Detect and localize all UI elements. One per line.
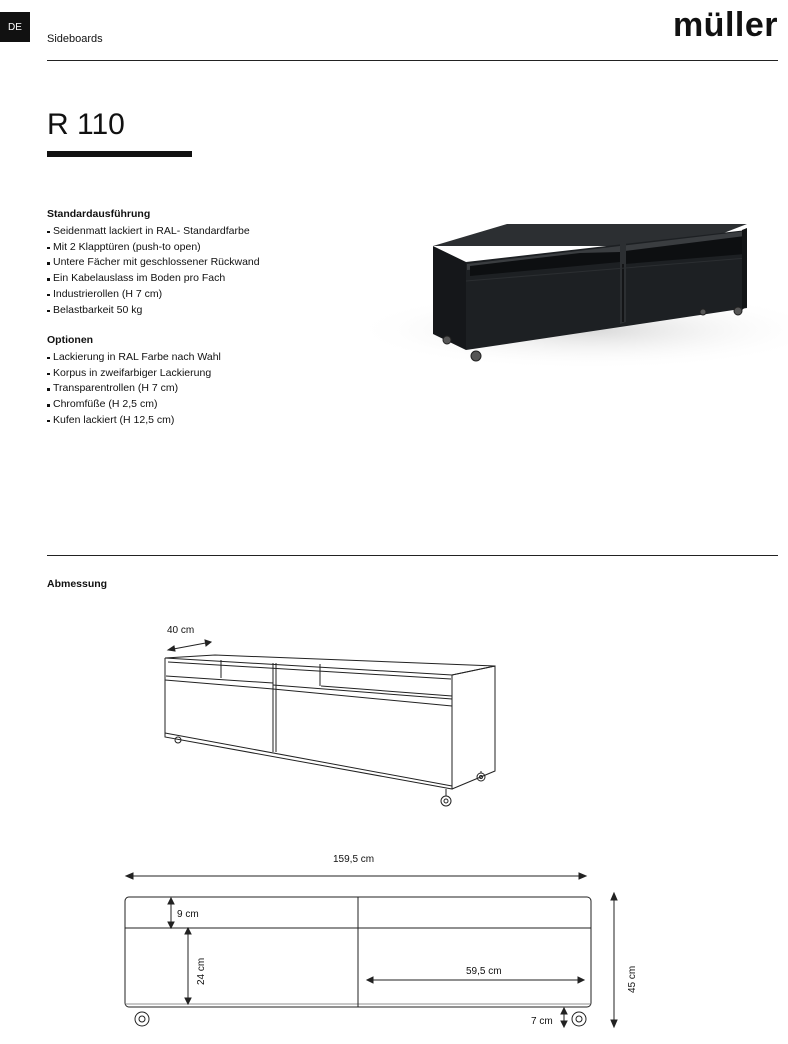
section-label: Sideboards	[47, 33, 103, 45]
product-title: R 110	[47, 108, 125, 141]
list-item: Transparentrollen (H 7 cm)	[47, 381, 221, 397]
top-compartment-label: 9 cm	[177, 909, 199, 920]
list-item: Untere Fächer mit geschlossener Rückwand	[47, 255, 260, 271]
list-item: Chromfüße (H 2,5 cm)	[47, 397, 221, 413]
total-height-label: 45 cm	[627, 965, 638, 993]
list-item: Korpus in zweifarbiger Lackierung	[47, 366, 221, 382]
door-width-label: 59,5 cm	[466, 966, 502, 977]
list-item: Lackierung in RAL Farbe nach Wahl	[47, 350, 221, 366]
options-heading: Optionen	[47, 334, 94, 346]
standard-heading: Standardausführung	[47, 208, 151, 220]
brand-logo: müller	[672, 6, 778, 44]
list-item: Ein Kabelauslass im Boden pro Fach	[47, 271, 260, 287]
list-item: Seidenmatt lackiert in RAL- Standardfarbe	[47, 224, 260, 240]
dimensions-heading: Abmessung	[47, 578, 108, 590]
castor-height-label: 7 cm	[531, 1016, 553, 1027]
list-item: Kufen lackiert (H 12,5 cm)	[47, 413, 221, 429]
door-height-label: 24 cm	[196, 957, 207, 985]
width-label: 159,5 cm	[333, 854, 375, 865]
depth-label: 40 cm	[167, 625, 195, 636]
list-item: Mit 2 Klapptüren (push-to open)	[47, 240, 260, 256]
list-item: Belastbarkeit 50 kg	[47, 303, 260, 319]
list-item: Industrierollen (H 7 cm)	[47, 287, 260, 303]
language-badge: DE	[0, 12, 30, 42]
